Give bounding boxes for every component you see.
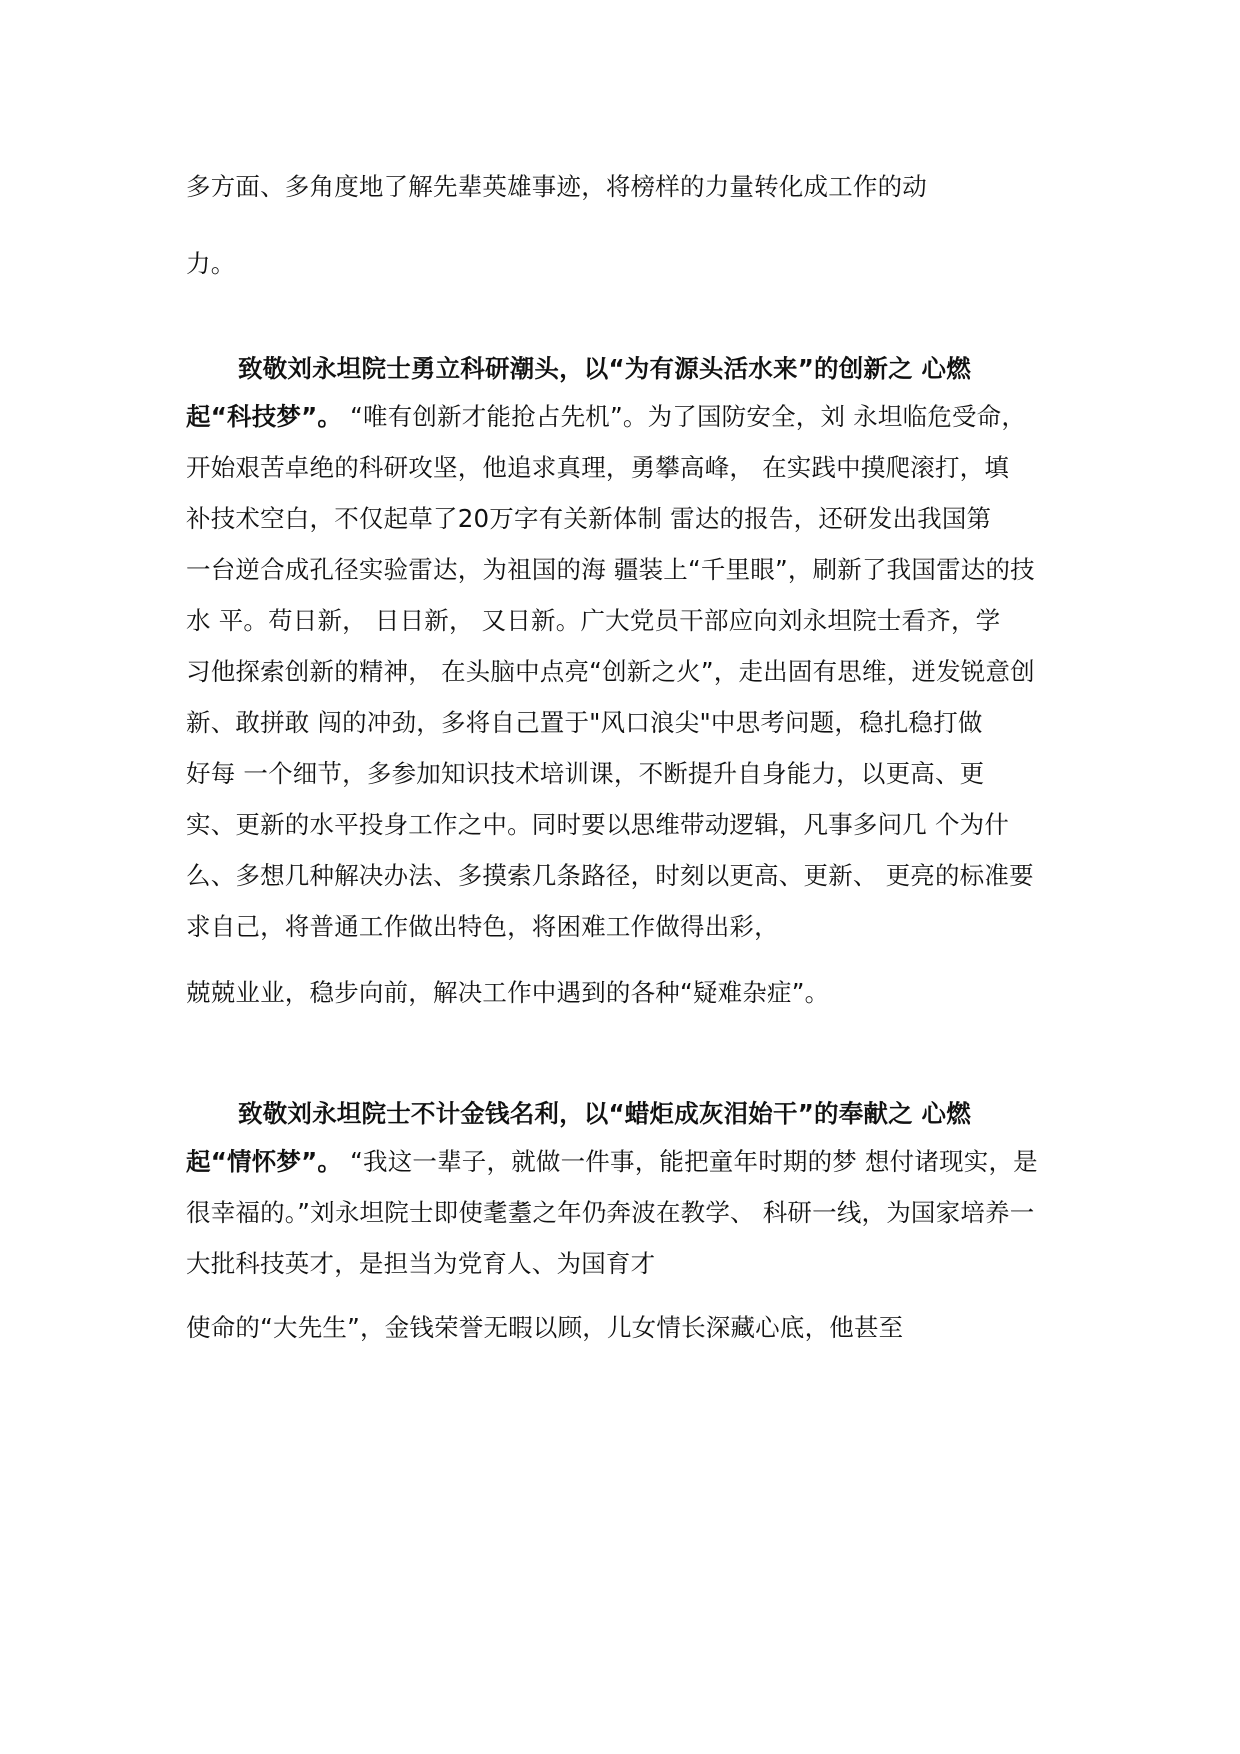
line-text: 补技术空白，不仅起草了20万字有关新体制 雷达的报告，还研发出我国第 bbox=[186, 504, 992, 533]
body-line bbox=[186, 1196, 1034, 1230]
line-text: 大批科技英才，是担当为党育人、为国育才 bbox=[186, 1249, 656, 1278]
body-line bbox=[186, 502, 991, 536]
line-text: “我这一辈子，就做一件事，能把童年时期的梦 想付诸现实，是 bbox=[342, 1147, 1038, 1176]
line-text: 很幸福的。”刘永坦院士即使耄耋之年仍奔波在教学、 科研一线，为国家培养一 bbox=[186, 1198, 1035, 1227]
line-text: 水 平。苟日新， 日日新， 又日新。广大党员干部应向刘永坦院士看齐，学 bbox=[186, 606, 1001, 635]
line-text: 么、多想几种解决办法、多摸索几条路径，时刻以更高、更新、 更亮的标准要 bbox=[186, 861, 1034, 890]
heading-text: 致敬刘永坦院士勇立科研潮头，以“为有源头活水来”的创新之 心燃 bbox=[238, 354, 971, 383]
line-text: 求自己，将普通工作做出特色，将困难工作做得出彩， bbox=[186, 912, 779, 941]
section-heading-line bbox=[238, 1097, 971, 1131]
body-line bbox=[186, 451, 1009, 485]
body-line bbox=[186, 170, 927, 204]
heading-text: 起“情怀梦”。 bbox=[186, 1147, 343, 1176]
body-line bbox=[186, 1145, 1038, 1179]
body-line bbox=[186, 706, 983, 740]
body-line bbox=[186, 247, 235, 281]
line-text: 兢兢业业，稳步向前，解决工作中遇到的各种“疑难杂症”。 bbox=[186, 978, 830, 1007]
line-text: 使命的“大先生”，金钱荣誉无暇以顾，儿女情长深藏心底，他甚至 bbox=[186, 1313, 904, 1342]
body-line bbox=[186, 808, 1009, 842]
heading-text: 致敬刘永坦院士不计金钱名利，以“蜡炬成灰泪始干”的奉献之 心燃 bbox=[238, 1099, 971, 1128]
body-line bbox=[186, 910, 779, 944]
body-line bbox=[186, 604, 1000, 638]
body-line bbox=[186, 1247, 655, 1281]
body-line bbox=[186, 976, 829, 1010]
line-text: 实、更新的水平投身工作之中。同时要以思维带动逻辑，凡事多问几 个为什 bbox=[186, 810, 1010, 839]
section-heading-line bbox=[238, 352, 971, 386]
line-text: 习他探索创新的精神， 在头脑中点亮“创新之火”，走出固有思维，迸发锐意创 bbox=[186, 657, 1035, 686]
body-line bbox=[186, 655, 1035, 689]
line-text: 一台逆合成孔径实验雷达，为祖国的海 疆装上“千里眼”，刷新了我国雷达的技 bbox=[186, 555, 1035, 584]
body-line bbox=[186, 757, 984, 791]
line-text: 新、敢拼敢 闯的冲劲，多将自己置于"风口浪尖"中思考问题，稳扎稳打做 bbox=[186, 708, 983, 737]
body-line bbox=[186, 400, 1026, 434]
line-text: “唯有创新才能抢占先机”。为了国防安全，刘 永坦临危受命， bbox=[342, 402, 1027, 431]
heading-text: 起“科技梦”。 bbox=[186, 402, 343, 431]
line-text: 多方面、多角度地了解先辈英雄事迹，将榜样的力量转化成工作的动 bbox=[186, 172, 927, 201]
body-line bbox=[186, 1311, 903, 1345]
line-text: 开始艰苦卓绝的科研攻坚，他追求真理，勇攀高峰， 在实践中摸爬滚打，填 bbox=[186, 453, 1010, 482]
line-text: 好每 一个细节，多参加知识技术培训课，不断提升自身能力，以更高、更 bbox=[186, 759, 985, 788]
body-line bbox=[186, 553, 1035, 587]
line-text: 力。 bbox=[186, 249, 236, 278]
body-line bbox=[186, 859, 1034, 893]
